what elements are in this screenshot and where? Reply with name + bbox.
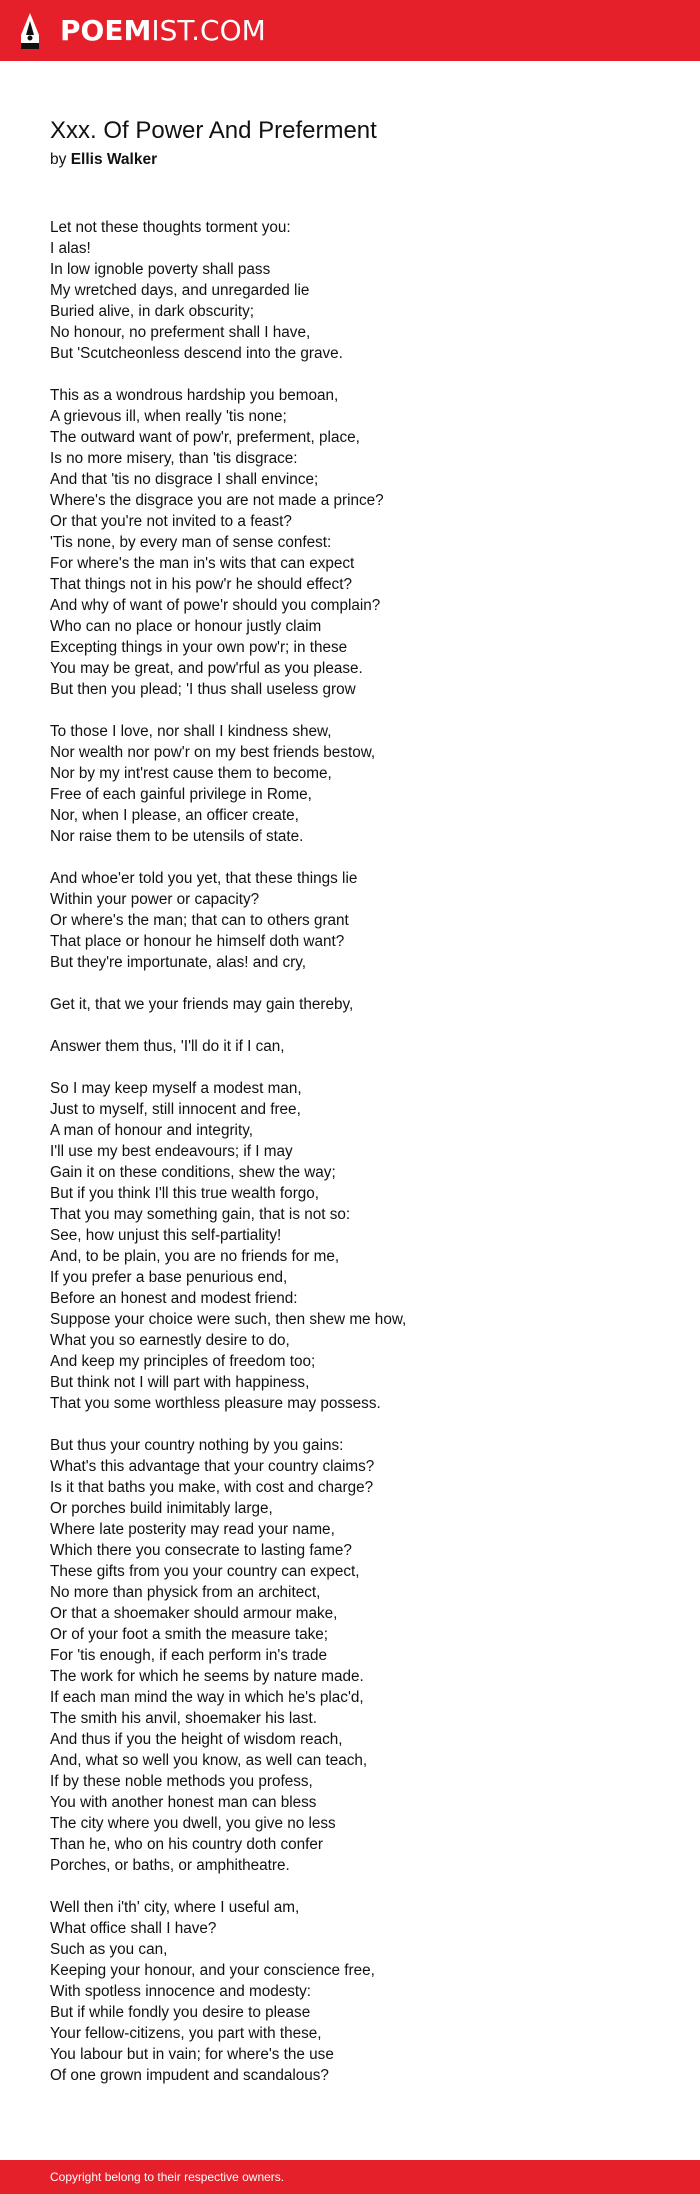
poem-line: And that 'tis no disgrace I shall envince; [50,471,319,488]
poem-line: Excepting things in your own pow'r; in these [50,639,348,656]
stanza [50,868,650,973]
poem-line: Well then i'th' city, where I useful am, [50,1899,300,1916]
poem-line: Such as you can, [50,1941,168,1958]
logo-bold-text: POEM [60,13,152,47]
poem-line: Or that a shoemaker should armour make, [50,1605,338,1622]
poem-line: Than he, who on his country doth confer [50,1836,323,1853]
poem-line: Free of each gainful privilege in Rome, [50,786,312,803]
poem-line: To those I love, nor shall I kindness shew, [50,723,332,740]
poem-line: But then you plead; 'I thus shall useless grow [50,681,356,698]
poem-heading [50,116,650,170]
poem-line: Where late posterity may read your name, [50,1521,335,1538]
logo-light-text: IST.COM [151,13,266,47]
poem-line: You with another honest man can bless [50,1794,317,1811]
poem-line: I alas! [50,240,91,257]
poem-line: Which there you consecrate to lasting fame? [50,1542,352,1559]
site-logo[interactable] [60,13,266,47]
stanza [50,385,650,700]
poem-line: If each man mind the way in which he's plac'd, [50,1689,364,1706]
poem-line: Your fellow-citizens, you part with these, [50,2025,322,2042]
poem-line: But think not I will part with happiness, [50,1374,310,1391]
poem-line: What you so earnestly desire to do, [50,1332,290,1349]
poem-line: But 'Scutcheonless descend into the grave. [50,345,343,362]
poem-line: Or porches build inimitably large, [50,1500,273,1517]
byline [50,150,650,170]
poem-line: I'll use my best endeavours; if I may [50,1143,293,1160]
poem-line: Within your power or capacity? [50,891,260,908]
poem-line: Is no more misery, than 'tis disgrace: [50,450,298,467]
poem-line: No more than physick from an architect, [50,1584,321,1601]
poem-line: Buried alive, in dark obscurity; [50,303,255,320]
poem-line: 'Tis none, by every man of sense confest: [50,534,332,551]
poem-line: And thus if you the height of wisdom reach, [50,1731,343,1748]
poem-line: Just to myself, still innocent and free, [50,1101,301,1118]
poem-line: See, how unjust this self-partiality! [50,1227,282,1244]
poem-line: No honour, no preferment shall I have, [50,324,311,341]
poem-line: Before an honest and modest friend: [50,1290,298,1307]
site-footer [0,2160,700,2194]
poem-line: The work for which he seems by nature made. [50,1668,364,1685]
stanza [50,1897,650,2086]
poem-line: That you may something gain, that is not so: [50,1206,351,1223]
poem-line: And why of want of powe'r should you complain? [50,597,381,614]
poem-title: Xxx. Of Power And Preferment [50,117,377,144]
poem-line: But if you think I'll this true wealth forgo, [50,1185,320,1202]
stanza [50,1078,650,1414]
poem-line: And keep my principles of freedom too; [50,1353,316,1370]
poem-line: And whoe'er told you yet, that these things lie [50,870,358,887]
stanza [50,217,650,364]
poem-line: Who can no place or honour justly claim [50,618,322,635]
poem-line: Nor by my int'rest cause them to become, [50,765,332,782]
author-name: Ellis Walker [70,151,158,168]
poem-line: Suppose your choice were such, then shew me how, [50,1311,407,1328]
copyright-text: Copyright belong to their respective owners. [50,2170,285,2184]
poem-line: In low ignoble poverty shall pass [50,261,271,278]
poem-line: Is it that baths you make, with cost and charge? [50,1479,374,1496]
poem-line: Where's the disgrace you are not made a prince? [50,492,384,509]
poem-line: But they're importunate, alas! and cry, [50,954,307,971]
poem-body [50,217,650,2107]
poem-line: Nor wealth nor pow'r on my best friends bestow, [50,744,376,761]
poem-line: That place or honour he himself doth want? [50,933,345,950]
poem-line: That things not in his pow'r he should effect? [50,576,352,593]
poem-line: What's this advantage that your country claims? [50,1458,375,1475]
poem-line: Or that you're not invited to a feast? [50,513,292,530]
stanza [50,1435,650,1876]
pen-nib-icon[interactable] [17,11,43,51]
site-header [0,0,700,61]
poem-line: This as a wondrous hardship you bemoan, [50,387,339,404]
poem-line: Porches, or baths, or amphitheatre. [50,1857,290,1874]
poem-line: Let not these thoughts torment you: [50,219,291,236]
poem-line: So I may keep myself a modest man, [50,1080,302,1097]
poem-line: But if while fondly you desire to please [50,2004,311,2021]
stanza [50,1036,650,1057]
stanza [50,994,650,1015]
poem-line: For 'tis enough, if each perform in's trade [50,1647,328,1664]
poem-line: Nor raise them to be utensils of state. [50,828,304,845]
poem-line: Or where's the man; that can to others grant [50,912,349,929]
poem-line: If you prefer a base penurious end, [50,1269,288,1286]
poem-line: The smith his anvil, shoemaker his last. [50,1710,317,1727]
poem-line: For where's the man in's wits that can expect [50,555,355,572]
poem-line: My wretched days, and unregarded lie [50,282,310,299]
poem-line: Answer them thus, 'I'll do it if I can, [50,1038,285,1055]
poem-line: And, to be plain, you are no friends for me, [50,1248,340,1265]
poem-line: Gain it on these conditions, shew the way; [50,1164,336,1181]
poem-line: The city where you dwell, you give no less [50,1815,336,1832]
poem-line: You may be great, and pow'rful as you please. [50,660,363,677]
stanza [50,721,650,847]
poem-line: The outward want of pow'r, preferment, place, [50,429,360,446]
poem-line: These gifts from you your country can expect, [50,1563,360,1580]
poem-line: A grievous ill, when really 'tis none; [50,408,287,425]
poem-line: Of one grown impudent and scandalous? [50,2067,329,2084]
poem-line: Nor, when I please, an officer create, [50,807,299,824]
poem-line: Keeping your honour, and your conscience free, [50,1962,375,1979]
poem-line: A man of honour and integrity, [50,1122,253,1139]
by-label: by [50,151,67,168]
poem-line: That you some worthless pleasure may possess. [50,1395,381,1412]
poem-line: But thus your country nothing by you gains: [50,1437,344,1454]
poem-line: What office shall I have? [50,1920,217,1937]
poem-line: Get it, that we your friends may gain thereby, [50,996,354,1013]
poem-line: If by these noble methods you profess, [50,1773,313,1790]
poem-line: With spotless innocence and modesty: [50,1983,312,2000]
poem-line: And, what so well you know, as well can teach, [50,1752,368,1769]
poem-line: Or of your foot a smith the measure take; [50,1626,329,1643]
poem-line: You labour but in vain; for where's the use [50,2046,334,2063]
